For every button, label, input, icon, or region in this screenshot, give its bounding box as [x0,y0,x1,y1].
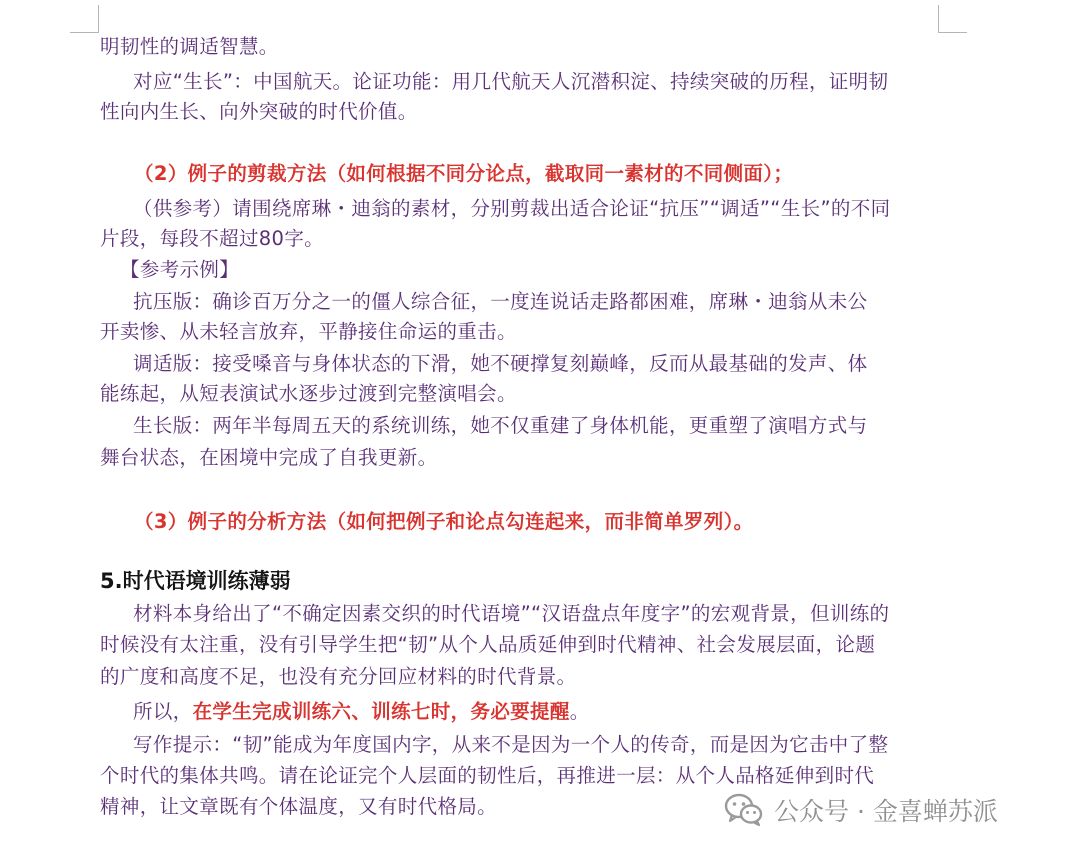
reference-example-label: 【参考示例】 [120,258,240,281]
text-line: 时候没有太注重，没有引导学生把“韧”从个人品质延伸到时代精神、社会发展层面，论题 [100,633,876,656]
wechat-icon [724,793,764,827]
subsection-heading-2: （2）例子的剪裁方法（如何根据不同分论点，截取同一素材的不同侧面）； [134,162,794,185]
text-line: 个时代的集体共鸣。请在论证完个人层面的韧性后，再推进一层：从个人品格延伸到时代 [100,764,875,787]
text-line: 明韧性的调适智慧。 [100,35,279,58]
text-line: 性向内生长、向外突破的时代价值。 [100,100,418,123]
text-line: 对应“生长”：中国航天。论证功能：用几代航天人沉潜积淀、持续突破的历程，证明韧 [133,70,889,93]
text-line: 生长版：两年半每周五天的系统训练，她不仅重建了身体机能，更重塑了演唱方式与 [133,414,868,437]
emphasis-reminder: 在学生完成训练六、训练七时，务必要提醒 [192,700,570,723]
text-line: 开卖惨、从未轻言放弃，平静接住命运的重击。 [100,320,517,343]
text-line: 材料本身给出了“不确定因素交织的时代语境”“汉语盘点年度字”的宏观背景，但训练的 [133,602,890,625]
watermark-text: 公众号 · 金喜蝉苏派 [774,797,998,826]
watermark [724,788,998,832]
text-line: 片段，每段不超过80字。 [100,227,325,250]
text-segment: 所以， [133,700,193,723]
text-line: 的广度和高度不足，也没有充分回应材料的时代背景。 [100,665,577,688]
subsection-heading-3: （3）例子的分析方法（如何把例子和论点勾连起来，而非简单罗列）。 [134,510,754,533]
text-line-with-emphasis [133,697,590,727]
text-segment: 。 [569,700,590,723]
page-corner-mark-left [70,5,99,33]
page-corner-mark-right [938,5,967,33]
text-line: 能练起，从短表演试水逐步过渡到完整演唱会。 [100,382,517,405]
text-line: 写作提示：“韧”能成为年度国内字，从来不是因为一个人的传奇，而是因为它击中了整 [133,733,889,756]
section-heading-5: 5.时代语境训练薄弱 [100,569,291,593]
text-line: （供参考）请围绕席琳・迪翁的素材，分别剪裁出适合论证“抗压”“调适”“生长”的不同 [133,197,891,220]
text-line: 调适版：接受嗓音与身体状态的下滑，她不硬撑复刻巅峰，反而从最基础的发声、体 [133,352,868,375]
text-line: 精神，让文章既有个体温度，又有时代格局。 [100,795,498,818]
text-line: 舞台状态，在困境中完成了自我更新。 [100,446,438,469]
text-line: 抗压版：确诊百万分之一的僵人综合征，一度连说话走路都困难，席琳・迪翁从未公 [133,290,868,313]
